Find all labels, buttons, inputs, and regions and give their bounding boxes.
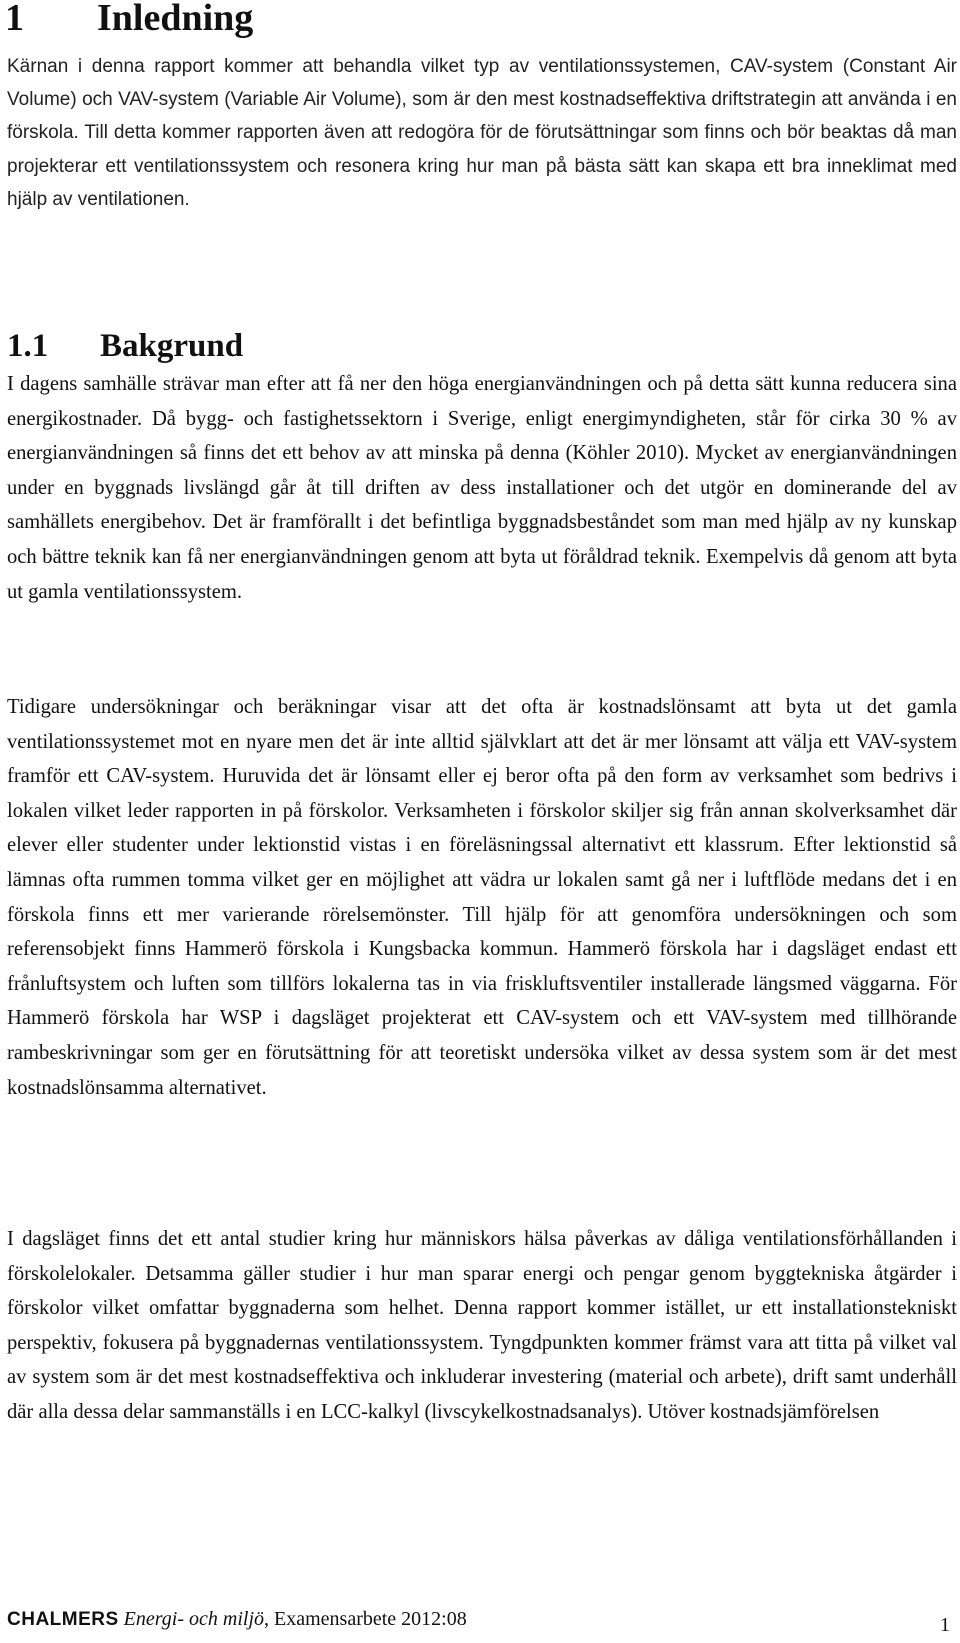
page-number: 1 (940, 1614, 950, 1636)
section-heading (7, 326, 243, 366)
chapter-heading (5, 0, 253, 40)
footer-brand: CHALMERS (7, 1609, 119, 1630)
body-paragraph-1: I dagens samhälle strävar man efter att få ner den höga energianvändningen och på detta sätt kunna reducera sina energikostnader. Då bygg- och fastighetssektorn i Sverige, enligt energimyndigheten, står för cirka 30 % av energianvändningen så finns det ett behov av att minska på denna (Köhler 2010). Mycket av energianvändningen under en byggnads livslängd går åt till driften av dess installationer och det utgör en dominerande del av samhällets energibehov. Det är framförallt i det befintliga byggnadsbeståndet som man med hjälp av ny kunskap och bättre teknik kan få ner energianvändningen genom att byta ut föråldrad teknik. Exempelvis då genom att byta ut gamla ventilationssystem. (7, 373, 957, 603)
section-title: Bakgrund (100, 328, 244, 364)
body-paragraph-3: I dagsläget finns det ett antal studier kring hur människors hälsa påverkas av dåliga ventilationsförhållanden i förskolelokaler. Detsamma gäller studier i hur man sparar energi och pengar genom byggtekniska åtgärder i förskolor vilket omfattar byggnaderna som helhet. Denna rapport kommer istället, ur ett installationstekniskt perspektiv, fokusera på byggnadernas ventilationssystem. Tyngdpunkten kommer främst vara att titta på vilket val av system som är det mest kostnadseffektiva och inkluderar investering (material och arbete), drift samt underhåll där alla dessa delar sammanställs i en LCC-kalkyl (livscykelkostnadsanalys). Utöver kostnadsjämförelsen (7, 1228, 957, 1423)
body-paragraph-2: Tidigare undersökningar och beräkningar visar att det ofta är kostnadslönsamt att byta ut det gamla ventilationssystemet mot en nyare men det är inte alltid självklart att det är mer lönsamt att välja ett VAV-system framför ett CAV-system. Huruvida det är lönsamt eller ej beror ofta på den form av verksamhet som bedrivs i lokalen vilket leder rapporten in på förskolor. Verksamheten i förskolor skiljer sig från annan skolverksamhet där elever eller studenter under lektionstid vistas i en föreläsningssal alternativt ett klassrum. Efter lektionstid så lämnas ofta rummen tomma vilket ger en möjlighet att vädra ur lokalen samt gå ner i luftflöde medans det i en förskola finns ett mer varierande rörelsemönster. Till hjälp för att genomföra undersökningen och som referensobjekt finns Hammerö förskola i Kungsbacka kommun. Hammerö förskola har i dagsläget endast ett frånluftsystem och luften som tillförs lokalerna tas in via friskluftsventiler installerade längsmed väggarna. För Hammerö förskola har WSP i dagsläget projekterat ett CAV-system och ett VAV-system med tillhörande rambeskrivningar som ger en förutsättning för att teoretiskt undersöka vilket av dessa system som är det mest kostnadslönsamma alternativet. (7, 696, 957, 1099)
footer-exam: , Examensarbete 2012:08 (264, 1608, 467, 1630)
intro-paragraph: Kärnan i denna rapport kommer att behandla vilket typ av ventilationssystemen, CAV-system (Constant Air Volume) och VAV-system (Variable Air Volume), som är den mest kostnadseffektiva driftstrategin att använda i en förskola. Till detta kommer rapporten även att redogöra för de förutsättningar som finns och bör beaktas då man projekterar ett ventilationssystem och resonera kring hur man på bästa sätt kan skapa ett bra inneklimat med hjälp av ventilationen. (7, 56, 957, 210)
chapter-number: 1 (5, 0, 24, 39)
footer-department: Energi- och miljö (123, 1608, 265, 1630)
page-footer (7, 1606, 467, 1633)
chapter-title: Inledning (97, 0, 254, 39)
section-number: 1.1 (7, 328, 49, 364)
